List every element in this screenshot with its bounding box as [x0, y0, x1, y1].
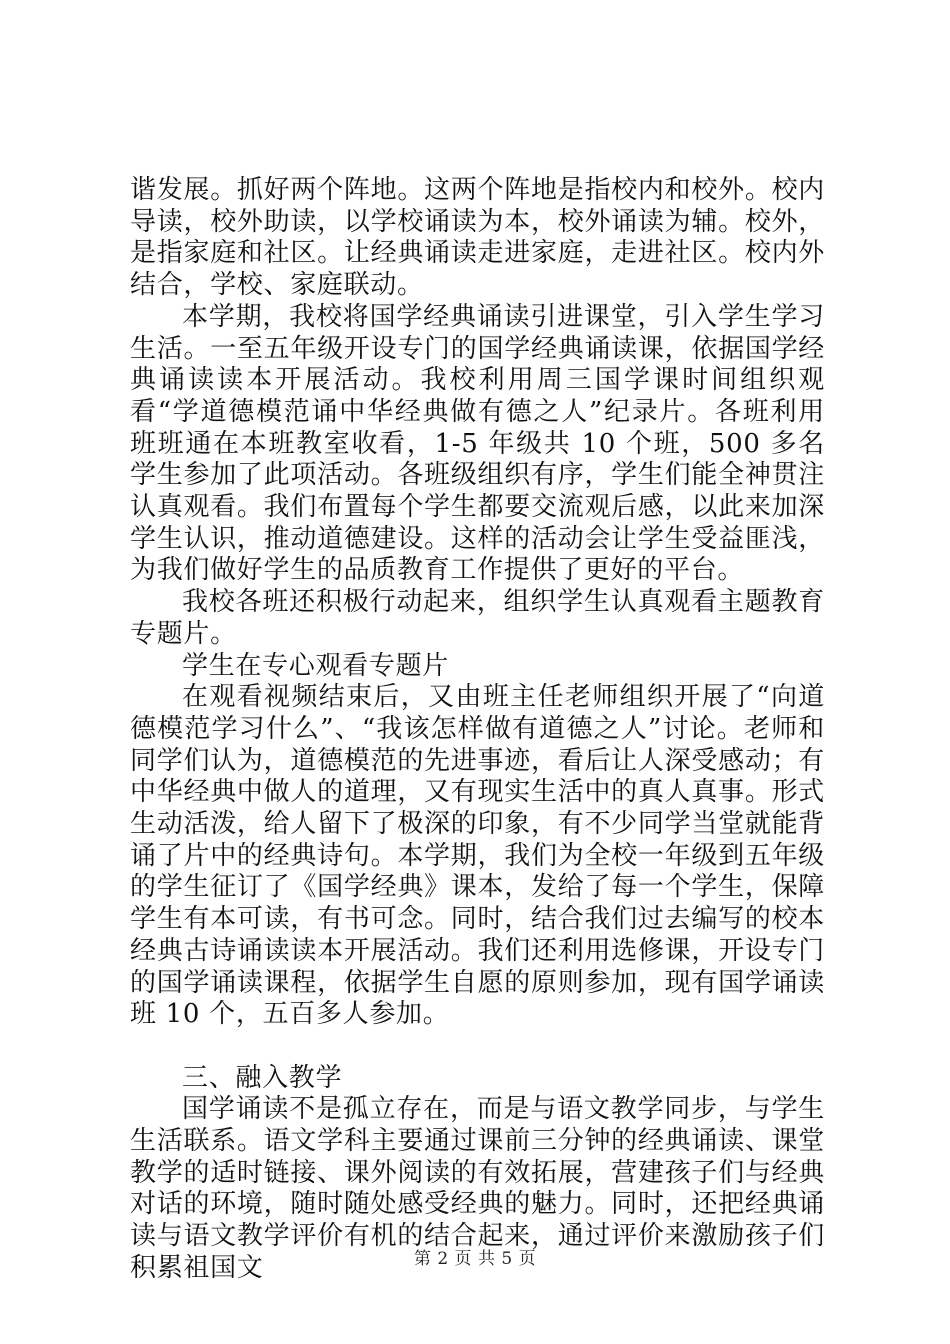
photo-caption: 学生在专心观看专题片 — [182, 650, 450, 681]
paragraph-discussion: 在观看视频结束后，又由班主任老师组织开展了“向道德模范学习什么”、“我该怎样做有道德之人”讨论。老师和同学们认为，道德模范的先进事迹，看后让人深受感动；有中华经典中做人的道理，又有现实生活中的真人真事。形式生动活泼，给人留下了极深的印象，有不少同学当堂就能背诵了片中的经典诗句。本学期，我们为全校一年级到五年级的学生征订了《国学经典》课本，发给了每一个学生，保障学生有本可读，有书可念。同时，结合我们过去编写的校本经典古诗诵读读本开展活动。我们还利用选修课，开设专门的国学诵读课程，依据学生自愿的原则参加，现有国学诵读班 10 个，五百多人参加。 — [130, 682, 825, 1030]
page-number-footer: 第 2 页 共 5 页 — [413, 1249, 537, 1269]
paragraph-teaching: 国学诵读不是孤立存在，而是与语文教学同步，与学生生活联系。语文学科主要通过课前三分钟的经典诵读、课堂教学的适时链接、课外阅读的有效拓展，营建孩子们与经典对话的环境，随时随处感受经典的魅力。同时，还把经典诵读与语文教学评价有机的结合起来，通过评价来激励孩子们积累祖国文 — [130, 1094, 825, 1283]
paragraph-classroom-reading: 本学期，我校将国学经典诵读引进课堂，引入学生学习生活。一至五年级开设专门的国学经典诵读课，依据国学经典诵读读本开展活动。我校利用周三国学课时间组织观看“学道德模范诵中华经典做有德之人”纪录片。各班利用班班通在本班教室收看，1-5 年级共 10 个班，500 多名学生参加了此项活动。各班级组织有序，学生们能全神贯注认真观看。我们布置每个学生都要交流观后感，以此来加深学生认识，推动道德建设。这样的活动会让学生受益匪浅，为我们做好学生的品质教育工作提供了更好的平台。 — [130, 301, 825, 586]
section-heading: 三、融入教学 — [182, 1062, 343, 1093]
paragraph-continuation: 谐发展。抓好两个阵地。这两个阵地是指校内和校外。校内导读，校外助读，以学校诵读为本，校外诵读为辅。校外，是指家庭和社区。让经典诵读走进家庭，走进社区。校内外结合，学校、家庭联动。 — [130, 175, 825, 301]
document-body — [130, 175, 825, 1285]
paragraph-topic-film: 我校各班还积极行动起来，组织学生认真观看主题教育专题片。 — [130, 587, 825, 649]
